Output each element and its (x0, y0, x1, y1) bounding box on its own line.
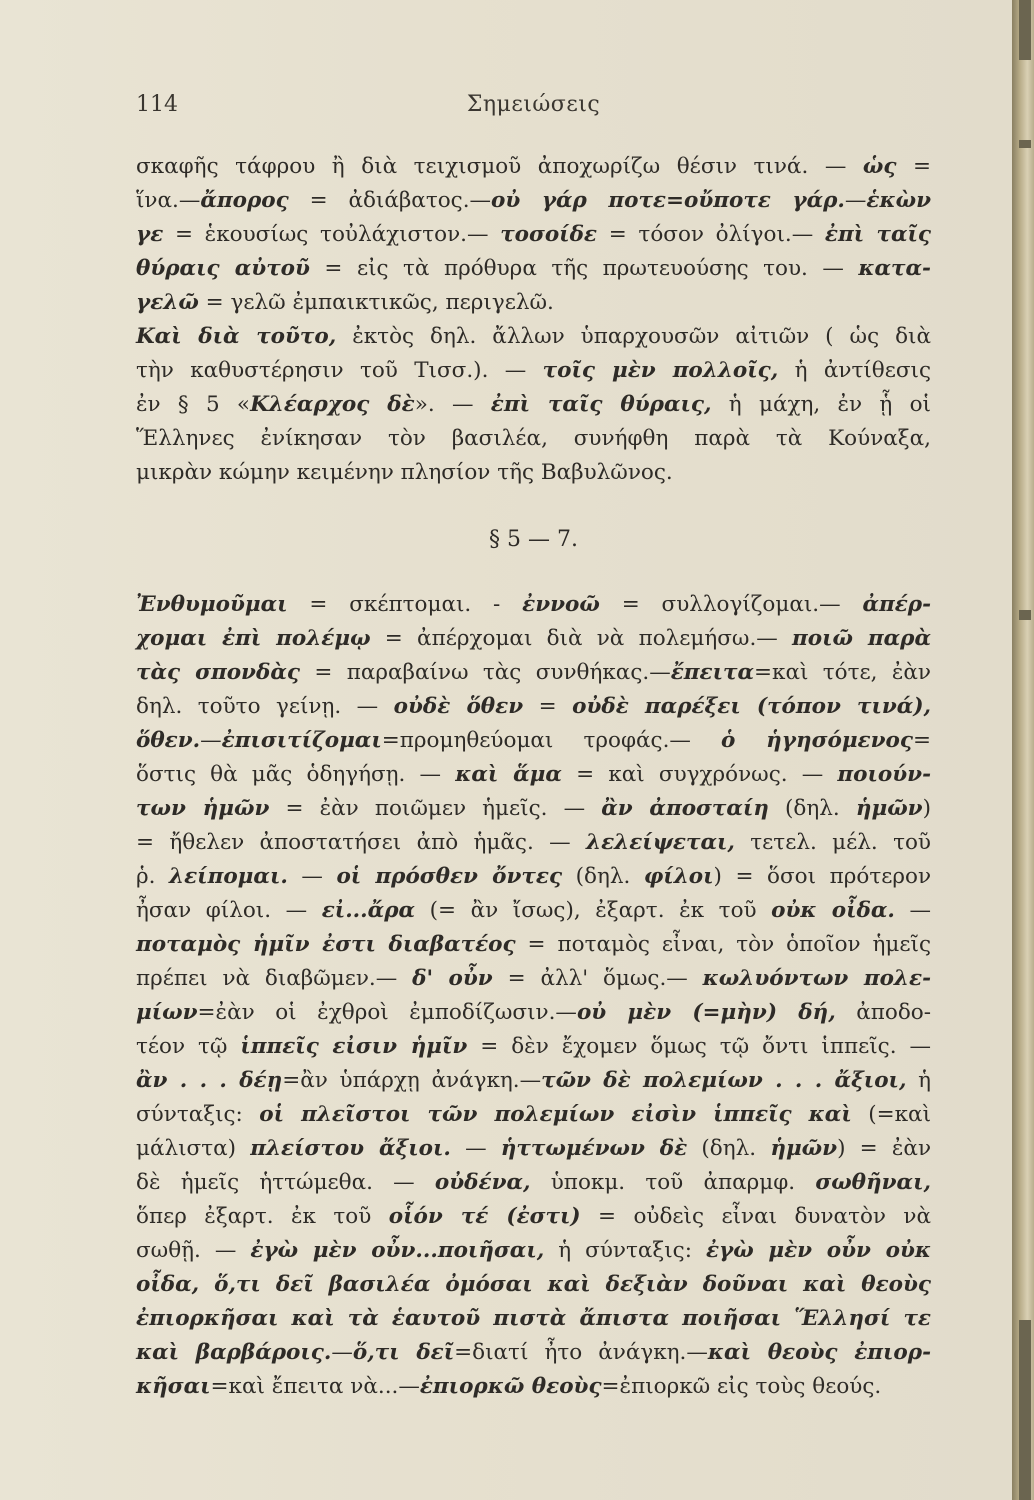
section-heading: § 5 — 7. (489, 527, 578, 552)
text-line (136, 656, 931, 690)
gloss-text: (= ἂν ἴσως), ἐξαρτ. ἐκ τοῦ (415, 898, 772, 923)
gloss-text: ὅπερ ἐξαρτ. ἐκ τοῦ (136, 1204, 389, 1229)
gloss-text: ὑποκμ. τοῦ ἀπαρμφ. (530, 1170, 816, 1195)
text-line (136, 860, 931, 894)
text-line (136, 1302, 931, 1336)
lemma-term: οὐδὲ παρέξει (τόπον τινά), (572, 694, 931, 719)
text-line (136, 1200, 931, 1234)
lemma-term: ὡς (862, 154, 897, 179)
text-line (136, 354, 931, 388)
text-line (136, 252, 931, 286)
lemma-term: οὐδένα, (434, 1170, 531, 1195)
gloss-text: = (912, 728, 931, 753)
book-binding-edge (1012, 0, 1034, 1500)
gloss-text: σκαφῆς τάφρου ἢ διὰ τειχισμοῦ ἀποχωρίζω θέσιν τινά. — (136, 154, 863, 179)
gloss-text: (δηλ. (768, 796, 856, 821)
gloss-text: ) (922, 796, 931, 821)
lemma-term: οὐ γάρ ποτε=οὔποτε γάρ. (491, 188, 845, 213)
lemma-term: θύραις αὐτοῦ (136, 256, 310, 281)
lemma-term: ἡμῶν (855, 796, 923, 821)
gloss-text: (δηλ. (687, 1136, 771, 1161)
text-line (136, 456, 931, 490)
gloss-text: = οὐδεὶς εἶναι δυνατὸν νὰ (580, 1204, 931, 1229)
text-line (136, 388, 931, 422)
gloss-text: σωθῇ. — (136, 1238, 251, 1263)
lemma-term: μίων (136, 1000, 198, 1025)
body-text (136, 150, 931, 1404)
text-line (136, 1234, 931, 1268)
lemma-term: ποιούν- (837, 762, 932, 787)
text-line (136, 286, 931, 320)
gloss-text: — (200, 728, 222, 753)
gloss-text: — (331, 1340, 353, 1365)
gloss-text: σύνταξις: (136, 1102, 260, 1127)
lemma-term: καὶ βαρβάροις. (136, 1340, 332, 1365)
gloss-text: = σκέπτομαι. - (287, 592, 523, 617)
lemma-term: ἡττωμένων δὲ (500, 1136, 688, 1161)
intro-paragraphs (136, 150, 931, 490)
gloss-text: (=καὶ (851, 1102, 931, 1127)
lemma-term: ἔπειτα (670, 660, 754, 685)
gloss-text: ἦσαν φίλοι. — (136, 898, 322, 923)
lemma-term: τῶν δὲ πολεμίων . . . ἄξιοι, (541, 1068, 907, 1093)
gloss-text: ῥ. (136, 864, 170, 889)
lemma-term: Κλέαρχος δὲ (250, 392, 415, 417)
gloss-text: =ἐὰν οἱ ἐχθροὶ ἐμποδίζωσιν.— (197, 1000, 577, 1025)
lemma-term: γε (136, 222, 164, 247)
lemma-term: οἱ πρόσθεν ὄντες (336, 864, 563, 889)
lemma-term: καὶ ἅμα (455, 762, 562, 787)
text-line (136, 588, 931, 622)
lemma-term: καὶ θεοὺς ἐπιορ- (707, 1340, 931, 1365)
notes-paragraphs (136, 588, 931, 1404)
text-line (136, 218, 931, 252)
lemma-term: ἐγὼ μὲν οὖν οὐκ (705, 1238, 931, 1263)
gloss-text: =διατί ἦτο ἀνάγκη.— (454, 1340, 708, 1365)
gloss-text: = συλλογίζομαι.— (599, 592, 863, 617)
lemma-term: ἐπιορκῆσαι καὶ τὰ ἑαυτοῦ πιστὰ ἄπιστα ποιῆσαι Ἕλλησί τε (136, 1306, 931, 1331)
text-line (136, 1166, 931, 1200)
lemma-term: οἷόν τέ (ἐστι) (388, 1204, 581, 1229)
lemma-term: οἱ πλεῖστοι τῶν πολεμίων εἰσὶν ἱππεῖς καὶ (259, 1102, 852, 1127)
text-line (136, 1268, 931, 1302)
lemma-term: οὐ μὲν (=μὴν) δή, (576, 1000, 836, 1025)
lemma-term: οἶδα, ὅ,τι δεῖ βασιλέα ὀμόσαι καὶ δεξιὰν δοῦναι καὶ θεοὺς (136, 1272, 931, 1297)
gloss-text: τέον τῷ (136, 1034, 241, 1059)
gloss-text: — (844, 188, 867, 213)
gloss-text: πρέπει νὰ διαβῶμεν.— (136, 966, 413, 991)
gloss-text: δὲ ἡμεῖς ἡττώμεθα. — (136, 1170, 435, 1195)
gloss-text: (δηλ. (562, 864, 644, 889)
lemma-term: σωθῆναι, (815, 1170, 931, 1195)
gloss-text: μικρὰν κώμην κειμένην πλησίον τῆς Βαβυλῶνος. (136, 460, 673, 485)
running-title: Σημειώσεις (466, 92, 601, 117)
text-line (136, 1370, 931, 1404)
lemma-term: οὐδὲ ὅθεν (393, 694, 524, 719)
lemma-term: των ἡμῶν (136, 796, 270, 821)
lemma-term: ἐπὶ ταῖς (824, 222, 931, 247)
lemma-term: ἐννοῶ (522, 592, 600, 617)
lemma-term: γελῶ (136, 290, 199, 315)
lemma-term: ἡμῶν (770, 1136, 838, 1161)
gloss-text: ἡ μάχη, ἐν ᾗ οἱ (711, 392, 931, 417)
gloss-text: — (894, 898, 931, 923)
text-line (136, 724, 931, 758)
lemma-term: ἐπὶ ταῖς θύραις, (490, 392, 712, 417)
lemma-term: κατα- (858, 256, 931, 281)
gloss-text: τετελ. μέλ. τοῦ (734, 830, 931, 855)
lemma-term: οὐκ οἶδα. (771, 898, 895, 923)
text-line (136, 320, 931, 354)
gloss-text: =καὶ τότε, ἐὰν (754, 660, 931, 685)
lemma-term: ἑκὼν (866, 188, 931, 213)
gloss-text: — (287, 864, 337, 889)
gloss-text: ἐν § 5 « (136, 392, 251, 417)
gloss-text: = ποταμὸς εἶναι, τὸν ὁποῖον ἡμεῖς (515, 932, 931, 957)
gloss-text: = καὶ συγχρόνως. — (561, 762, 838, 787)
gloss-text: = ἐὰν ποιῶμεν ἡμεῖς. — (269, 796, 602, 821)
page-number: 114 (136, 92, 178, 117)
lemma-term: λελείψεται, (586, 830, 735, 855)
lemma-term: ὅθεν. (136, 728, 201, 753)
text-line (136, 758, 931, 792)
text-line (136, 962, 931, 996)
text-line (136, 792, 931, 826)
text-line (136, 184, 931, 218)
text-line (136, 690, 931, 724)
lemma-term: ἀπέρ- (862, 592, 932, 617)
lemma-term: ἂν ἀποσταίη (601, 796, 769, 821)
lemma-term: ποιῶ παρὰ (792, 626, 932, 651)
gloss-text: ἐκτὸς δηλ. ἄλλων ὑπαρχουσῶν αἰτιῶν ( ὡς διὰ (336, 324, 931, 349)
gloss-text: ) = ἐὰν (837, 1136, 932, 1161)
page-header (136, 92, 931, 132)
text-line (136, 1132, 931, 1166)
text-line (136, 1336, 931, 1370)
lemma-term: τὰς σπονδὰς (136, 660, 300, 685)
lemma-term: πλείστου ἄξιοι. (250, 1136, 451, 1161)
gloss-text: =καὶ ἔπειτα νὰ...— (210, 1374, 420, 1399)
gloss-text: ἡ ἀντίθεσις (778, 358, 932, 383)
lemma-term: ὅ,τι δεῖ (352, 1340, 455, 1365)
gloss-text: δηλ. τοῦτο γείνῃ. — (136, 694, 394, 719)
gloss-text: = (896, 154, 931, 179)
gloss-text: = εἰς τὰ πρόθυρα τῆς πρωτευούσης του. — (309, 256, 859, 281)
text-line (136, 894, 931, 928)
text-line (136, 1030, 931, 1064)
gloss-text: = ἀδιάβατος.— (288, 188, 492, 213)
gloss-text: ». — (414, 392, 491, 417)
gloss-text: =προμηθεύομαι τροφάς.— (381, 728, 722, 753)
gloss-text: = τόσον ὀλίγοι.— (597, 222, 825, 247)
gloss-text: τὴν καθυστέρησιν τοῦ Τισσ.). — (136, 358, 543, 383)
gloss-text: ὅστις θὰ μᾶς ὁδηγήσῃ. — (136, 762, 456, 787)
lemma-term: Καὶ διὰ τοῦτο, (136, 324, 337, 349)
lemma-term: ὁ ἡγησόμενος (721, 728, 913, 753)
gloss-text: μάλιστα) (136, 1136, 251, 1161)
text-line (136, 1064, 931, 1098)
lemma-term: δ' οὖν (412, 966, 493, 991)
gloss-text: ) = ὅσοι πρότερον (713, 864, 932, 889)
lemma-term: φίλοι (643, 864, 714, 889)
text-line (136, 996, 931, 1030)
gloss-text: = ἀπέρχομαι διὰ νὰ πολεμήσω.— (370, 626, 793, 651)
gloss-text: = ἤθελεν ἀποστατήσει ἀπὸ ἡμᾶς. — (136, 830, 586, 855)
text-line (136, 826, 931, 860)
lemma-term: χομαι ἐπὶ πολέμῳ (136, 626, 371, 651)
gloss-text: = (523, 694, 573, 719)
gloss-text: = ἑκουσίως τοὐλάχιστον.— (163, 222, 501, 247)
text-line (136, 928, 931, 962)
gloss-text: ἡ σύνταξις: (544, 1238, 706, 1263)
lemma-term: ἐγὼ μὲν οὖν...ποιῆσαι, (250, 1238, 545, 1263)
lemma-term: ἄπορος (200, 188, 289, 213)
lemma-term: λείπομαι. (169, 864, 288, 889)
lemma-term: ἐπισιτίζομαι (221, 728, 382, 753)
gloss-text: =ἂν ὑπάρχῃ ἀνάγκη.— (282, 1068, 542, 1093)
lemma-term: ἂν . . . δέῃ (136, 1068, 283, 1093)
text-line (136, 1098, 931, 1132)
lemma-term: εἰ...ἄρα (321, 898, 416, 923)
gloss-text: =ἐπιορκῶ εἰς τοὺς θεούς. (601, 1374, 882, 1399)
text-line (136, 150, 931, 184)
gloss-text: ἡ (906, 1068, 932, 1093)
lemma-term: κωλυόντων πολε- (702, 966, 931, 991)
gloss-text: = γελῶ ἐμπαικτικῶς, περιγελῶ. (198, 290, 554, 315)
lemma-term: ποταμὸς ἡμῖν ἐστι διαβατέος (136, 932, 516, 957)
lemma-term: τοῖς μὲν πολλοῖς, (542, 358, 779, 383)
lemma-term: Ἐνθυμοῦμαι (136, 592, 288, 617)
gloss-text: = παραβαίνω τὰς συνθήκας.— (299, 660, 671, 685)
lemma-term: τοσοίδε (500, 222, 598, 247)
gloss-text: = ἀλλ' ὅμως.— (492, 966, 703, 991)
text-line (136, 622, 931, 656)
lemma-term: ἐπιορκῶ θεοὺς (419, 1374, 602, 1399)
lemma-term: κῆσαι (136, 1374, 211, 1399)
gloss-text: = δὲν ἔχομεν ὅμως τῷ ὄντι ἱππεῖς. — (467, 1034, 931, 1059)
gloss-text: — (450, 1136, 501, 1161)
text-line (136, 422, 931, 456)
gloss-text: Ἕλληνες ἐνίκησαν τὸν βασιλέα, συνήφθη παρὰ τὰ Κούναξα, (136, 426, 931, 451)
gloss-text: ἵνα.— (136, 188, 201, 213)
lemma-term: ἱππεῖς εἰσιν ἡμῖν (240, 1034, 468, 1059)
gloss-text: ἀποδο- (835, 1000, 932, 1025)
